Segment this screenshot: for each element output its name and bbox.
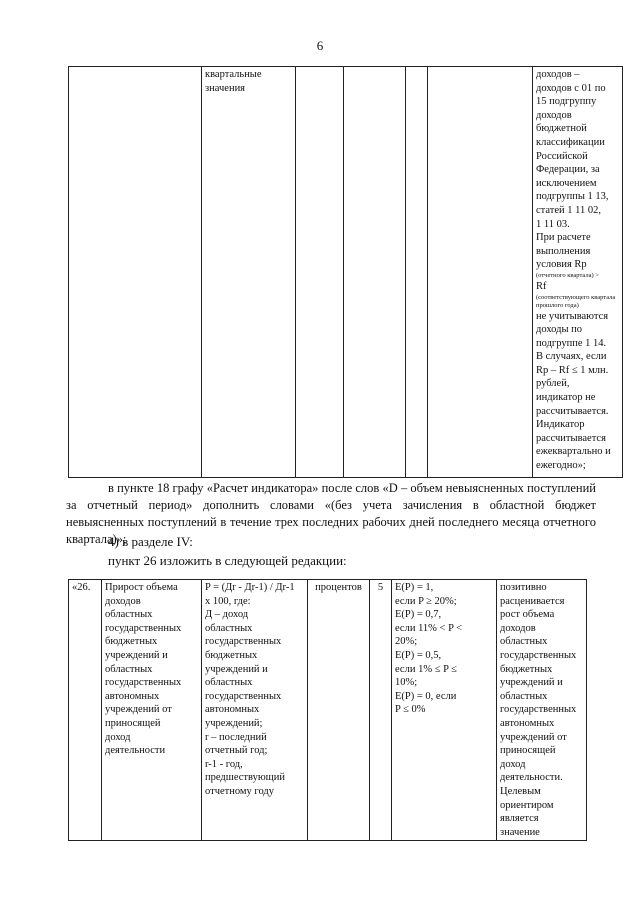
bottom-table-evaluation: E(P) = 1, если P ≥ 20%; E(P) = 0,7, если 11% < P < 20%; E(P) = 0,5, если 1% ≤ P ≤ 10%; E(P) = 0, если P ≤ 0%	[392, 580, 497, 841]
bottom-table-indicator-name: Прирост объема доходов областных государственных бюджетных учреждений и областных государственных автономных учреждений от приносящей доход деятельности	[102, 580, 202, 841]
top-table-cell-2	[202, 67, 296, 478]
top-table-text-block-1: доходов – доходов с 01 по 15 подгруппу доходов бюджетной классификации Российской Федерации, за исключением подгруппы 1 13, статей 1 11 02, 1 11 03. При расчете выполнения условия Rp	[536, 69, 609, 271]
top-table-quarterly-values: квартальные значения	[205, 69, 262, 94]
top-table-text-block-5: не учитываются доходы по подгруппе 1 14. В случаях, если Rp – Rf ≤ 1 млн. рублей, индикатор не рассчитывается. Индикатор рассчитывается ежеквартально и ежегодно»;	[536, 310, 611, 472]
bottom-table-number: «26.	[69, 580, 102, 841]
top-table-text-block-2: (отчетного квартала) >	[536, 271, 599, 279]
top-table-cell-4	[344, 67, 406, 478]
bottom-table	[68, 579, 587, 841]
point-26-intro: пункт 26 изложить в следующей редакции:	[108, 553, 347, 568]
section-iv-line: 4) в разделе IV:	[108, 534, 193, 549]
bottom-table-comment: позитивно расценивается рост объема доходов областных государственных бюджетных учреждений и областных государственных автономных учреждений от приносящей доход деятельности. Целевым ориентиром является значение	[497, 580, 587, 841]
top-table-cell-1	[69, 67, 202, 478]
bottom-table-formula: P = (Дr - Дr-1) / Дr-1 х 100, где: Д – доход областных государственных бюджетных учреждений и областных государственных автономных учреждений; r – последний отчетный год; r-1 - год, предшествующий отчетному году	[202, 580, 308, 841]
page-number: 6	[316, 38, 324, 53]
top-table-text-block-4: (соответствующего квартала прошлого года)	[536, 293, 616, 309]
top-table-cell-3	[296, 67, 344, 478]
top-table-cell-6	[428, 67, 533, 478]
bottom-table-weight: 5	[370, 580, 392, 841]
top-table	[68, 66, 623, 478]
top-table-text-block-3: Rf	[536, 280, 547, 292]
paragraph-point-18: в пункте 18 графу «Расчет индикатора» после слов «D – объем невыясненных поступлений за отчетный период» дополнить словами «(без учета зачисления в областной бюджет невыясненных поступлений в течение трех последних рабочих дней последнего месяца отчетного квартала)»;	[66, 481, 596, 546]
bottom-table-unit: процентов	[308, 580, 370, 841]
top-table-cell-7	[533, 67, 623, 478]
top-table-cell-5	[406, 67, 428, 478]
